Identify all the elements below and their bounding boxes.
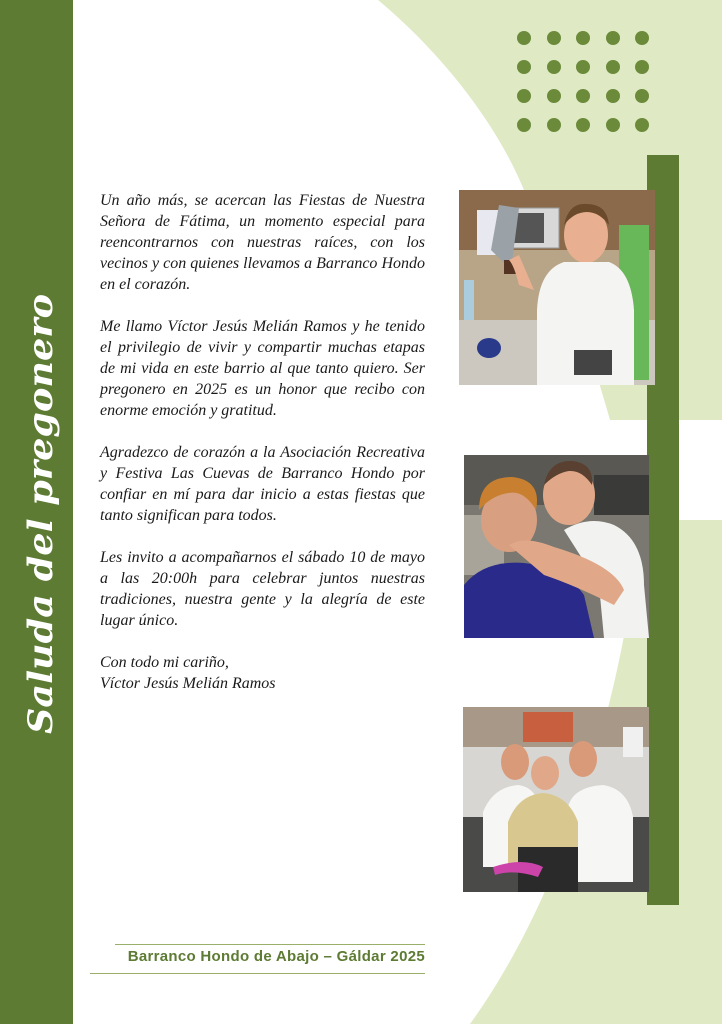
decorative-dot — [635, 89, 649, 103]
decorative-dot — [576, 60, 590, 74]
decorative-dot — [517, 89, 531, 103]
photo-trophy — [459, 190, 655, 385]
decorative-dot — [606, 31, 620, 45]
footer-text: Barranco Hondo de Abajo – Gáldar 2025 — [127, 948, 425, 965]
decorative-dot — [547, 60, 561, 74]
sidebar-title — [14, 292, 62, 736]
sidebar-title-text: Saluda del pregonero — [21, 325, 61, 734]
decorative-dot — [547, 89, 561, 103]
decorative-dot — [576, 31, 590, 45]
decorative-dot — [576, 89, 590, 103]
decorative-dot — [517, 118, 531, 132]
letter-body — [100, 190, 425, 694]
decorative-dot — [606, 89, 620, 103]
decorative-dot — [606, 118, 620, 132]
decorative-dot — [635, 60, 649, 74]
letter-paragraph: Un año más, se acercan las Fiestas de Nuestra Señora de Fátima, un momento especial para reencontrarnos con nuestras raíces, con los vecinos y con quienes llevamos a Barranco Hondo en el corazón. — [100, 192, 425, 293]
letter-closing: Con todo mi cariño, — [100, 654, 229, 671]
photo-group — [463, 707, 649, 892]
letter-paragraph: Agradezco de corazón a la Asociación Recreativa y Festiva Las Cuevas de Barranco Hondo por confiar en mí para dar inicio a estas fiestas que tanto significan para todos. — [100, 444, 425, 524]
decorative-dot — [547, 31, 561, 45]
decorative-dot — [517, 31, 531, 45]
letter-paragraph: Les invito a acompañarnos el sábado 10 de mayo a las 20:00h para celebrar juntos nuestras tradiciones, nuestra gente y la alegría de este lugar único. — [100, 549, 425, 629]
footer-divider-bottom — [90, 973, 425, 974]
footer-divider-top — [115, 944, 425, 945]
decorative-dot — [635, 31, 649, 45]
decorative-dot — [517, 60, 531, 74]
letter-paragraph: Me llamo Víctor Jesús Melián Ramos y he tenido el privilegio de vivir y compartir muchas etapas de mi vida en este barrio al que tanto quiero. Ser pregonero en 2025 es un honor que recibo con enorme emoción y gratitud. — [100, 318, 425, 419]
letter-signature: Víctor Jesús Melián Ramos — [100, 675, 276, 692]
footer — [90, 944, 425, 974]
decorative-dot — [606, 60, 620, 74]
decorative-dot — [576, 118, 590, 132]
decorative-dot — [547, 118, 561, 132]
decorative-dot — [635, 118, 649, 132]
decorative-dots — [517, 31, 657, 139]
photo-kiss — [464, 455, 649, 638]
